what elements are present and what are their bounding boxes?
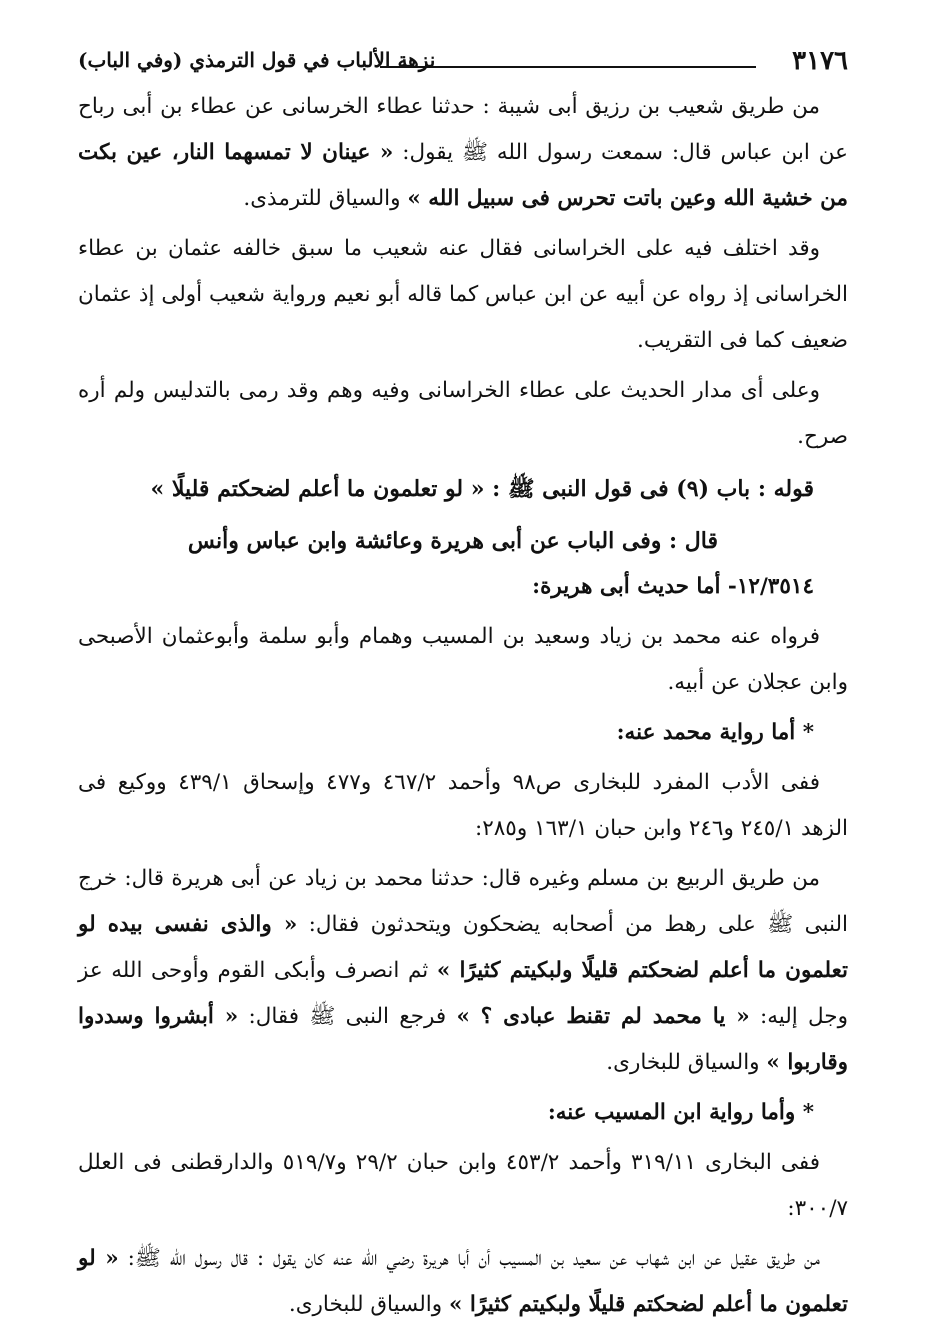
text-run: وعلى أى مدار الحديث على عطاء الخراسانى وفيه وهم وقد رمى بالتدليس ولم أره صرح. xyxy=(78,378,848,449)
paragraph-group xyxy=(78,84,848,460)
text-run: فرجع النبى ﷺ فقال: xyxy=(238,1004,457,1029)
header-rule xyxy=(380,66,756,68)
chapter-heading: قوله : باب (٩) فى قول النبى ﷺ : « لو تعلمون ما أعلم لضحكتم قليلًا » xyxy=(150,476,814,502)
text-run: والسياق للترمذى. xyxy=(243,186,408,211)
section-title: ١٢/٣٥١٤- أما حديث أبى هريرة: xyxy=(532,574,814,599)
chapter-subheading: قال : وفى الباب عن أبى هريرة وعائشة وابن عباس وأنس xyxy=(187,528,718,554)
paragraph-group xyxy=(78,614,848,706)
page-number: ٣١٧٦ xyxy=(792,46,848,76)
paragraph xyxy=(78,368,848,460)
paragraph xyxy=(78,760,848,852)
paragraph xyxy=(78,84,848,222)
subsection-title: * أما رواية محمد عنه: xyxy=(616,720,814,745)
paragraph xyxy=(78,614,848,706)
text-run: من طريق شعيب بن رزيق أبى شيبة : حدثنا عطاء الخرسانى عن عطاء بن أبى رباح عن ابن عباس قال: سمعت رسول الله ﷺ يقول: xyxy=(78,94,849,165)
paragraph xyxy=(78,856,848,1086)
text-run: من طريق الربيع بن مسلم وغيره قال: حدثنا محمد بن زياد عن أبى هريرة قال: خرج النبى ﷺ على رهط من أصحابه يضحكون ويتحدثون فقال: xyxy=(78,866,848,937)
hadith-quote: « أبشروا وسددوا وقاربوا » xyxy=(78,1004,848,1075)
text-run: وقد اختلف فيه على الخراسانى فقال عنه شعيب ما سبق خالفه عثمان بن عطاء الخراسانى إذ رواه عن أبيه عن ابن عباس كما قاله أبو نعيم ورواية شعيب أولى إذ عثمان ضعيف كما فى التقريب. xyxy=(78,236,848,353)
text-run: ففى البخارى ٣١٩/١١ وأحمد ٤٥٣/٢ وابن حبان ٢٩/٢ و٥١٩/٧ والدارقطنى فى العلل ٣٠٠/٧: xyxy=(78,1150,848,1221)
paragraph-group xyxy=(78,1140,848,1328)
running-title: نزهة الألباب في قول الترمذي (وفي الباب) xyxy=(78,48,436,72)
text-run: والسياق للبخارى. xyxy=(288,1292,449,1317)
text-run: فرواه عنه محمد بن زياد وسعيد بن المسيب وهمام وأبو سلمة وأبوعثمان الأصبحى وابن عجلان عن أبيه. xyxy=(78,624,848,695)
text-run: ففى الأدب المفرد للبخارى ص٩٨ وأحمد ٤٦٧/٢ و٤٧٧ وإسحاق ٤٣٩/١ ووكيع فى الزهد ٢٤٥/١ و٢٤٦ وابن حبان ١٦٣/١ و٢٨٥: xyxy=(78,770,848,841)
paragraph xyxy=(78,1236,848,1328)
subsection-title: * وأما رواية ابن المسيب عنه: xyxy=(547,1100,814,1125)
hadith-quote: « لو تعلمون ما أعلم لضحكتم قليلًا ولبكيتم كثيرًا » xyxy=(78,1246,848,1317)
text-run: ثم انصرف وأبكى القوم وأوحى الله عز وجل إليه: xyxy=(78,958,848,1029)
text-run: من طريق عقيل عن ابن شهاب عن سعيد بن المسيب أن أبا هريرة رضي الله عنه كان يقول : قال رسول الله ﷺ: xyxy=(118,1246,820,1271)
hadith-quote: « يا محمد لم تقنط عبادى ؟ » xyxy=(456,1004,750,1029)
paragraph xyxy=(78,226,848,364)
page-header xyxy=(78,40,848,84)
document-body xyxy=(78,84,848,1328)
paragraph-group xyxy=(78,760,848,1086)
hadith-quote: « عينان لا تمسهما النار، عين بكت من خشية الله وعين باتت تحرس فى سبيل الله » xyxy=(78,140,848,211)
hadith-quote: « والذى نفسى بيده لو تعلمون ما أعلم لضحكتم قليلًا ولبكيتم كثيرًا » xyxy=(78,912,848,983)
document-page xyxy=(78,40,849,1317)
text-run: والسياق للبخارى. xyxy=(606,1050,767,1075)
paragraph xyxy=(78,1140,848,1232)
